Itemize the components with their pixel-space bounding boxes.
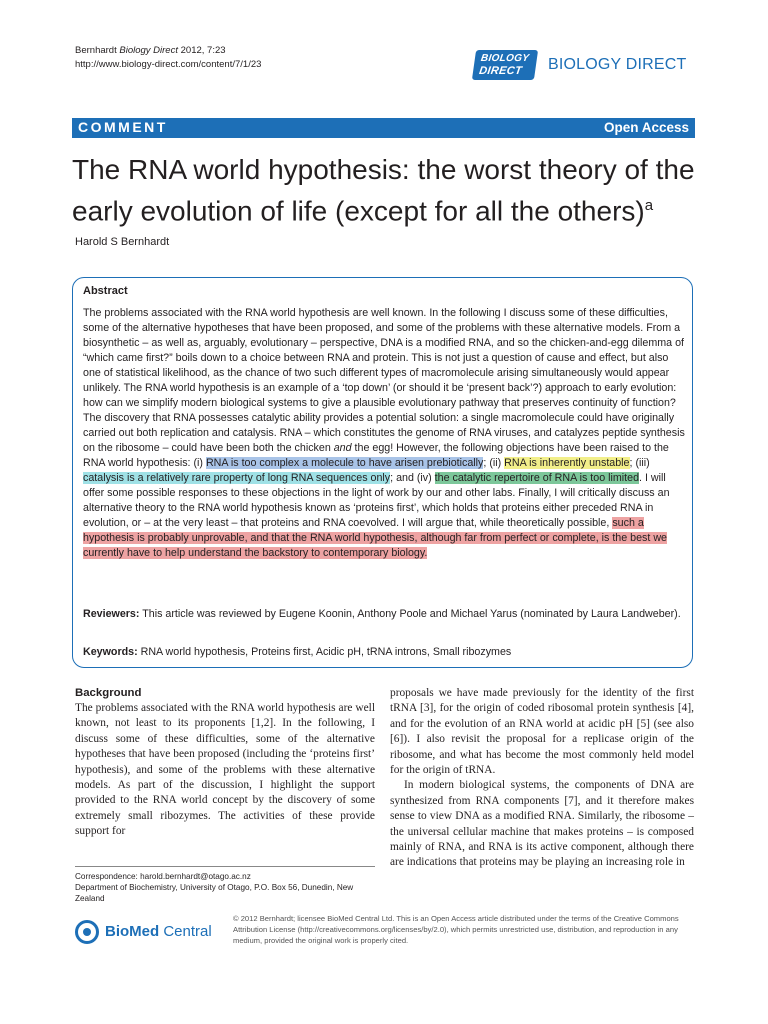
journal-logo[interactable]	[474, 50, 722, 82]
highlight-objection-2: RNA is inherently unstable	[504, 457, 630, 469]
article-title-text: The RNA world hypothesis: the worst theory of the early evolution of life (except for all the others)	[72, 154, 695, 227]
abstract-sep-3: ; and (iv)	[390, 472, 435, 484]
keywords-line	[83, 645, 683, 660]
footnote-divider	[75, 866, 375, 867]
reviewers-label: Reviewers:	[83, 608, 140, 620]
affiliation: Department of Biochemistry, University of Otago, P.O. Box 56, Dunedin, New Zealand	[75, 883, 354, 903]
paragraph: The problems associated with the RNA world hypothesis are well known, not least to its proponents [1,2]. In the following, I discuss some of these difficulties, some of the alternative hypotheses that have been proposed (including the ‘proteins first’ hypothesis), and some of the problems with these alternative models. As part of the discussion, I highlight the support provided to the RNA world concept by the discovery of some extremely small ribozymes. The activities of these provide support for	[75, 702, 375, 838]
article-type: COMMENT	[78, 119, 168, 135]
article-title	[72, 152, 712, 229]
copyright-notice: © 2012 Bernhardt; licensee BioMed Central Ltd. This is an Open Access article distributed under the terms of the Creative Commons Attribution License (http://creativecommons.org/licenses/by/2.0), which permits unrestricted use, distribution, and reproduction in any medium, provided the original work is properly cited.	[233, 914, 679, 945]
publisher-name	[105, 923, 212, 940]
highlight-objection-1: RNA is too complex a molecule to have arisen prebiotically	[205, 457, 484, 469]
reviewers-text: This article was reviewed by Eugene Koonin, Anthony Poole and Michael Yarus (nominated by Laura Landweber).	[139, 608, 681, 620]
abstract-emphasis: and	[333, 442, 352, 454]
correspondence[interactable]: Correspondence: harold.bernhardt@otago.ac.nz	[75, 872, 251, 881]
journal-logo-badge	[472, 50, 538, 80]
keywords-label: Keywords:	[83, 646, 138, 658]
citation-line	[75, 44, 261, 58]
paragraph: proposals we have made previously for the identity of the first tRNA [3], for the origin of coded ribosomal protein synthesis [4], and for the evolution of an RNA world at acidic pH [5] (see also [6]). I also revisit the proposal for a replicase origin of the ribosome, and what has become the most commonly held model for the origin of tRNA.	[390, 687, 694, 777]
abstract-part-1: The problems associated with the RNA world hypothesis are well known. In the following I discuss some of these difficulties, some of the alternative hypotheses that have been proposed, and some of the problems with these alternative models. From a biosynthetic – as well as, arguably, evolutionary – perspective, DNA is a modified RNA, and so the chicken-and-egg dilemma of “which came first?” boils down to a choice between RNA and protein. This is not just a question of cause and effect, but also one of statistical likelihood, as the chance of two such different types of macromolecule arising simultaneously would appear unlikely. The RNA world hypothesis is an example of a ‘top down’ (or should it be ‘present back’?) approach to early evolution: how can we simplify modern biological systems to give a plausible evolutionary pathway that preserves continuity of function? The discovery that RNA possesses catalytic ability provides a potential solution: a single macromolecule could have originally carried out both replication and catalysis. RNA – which constitutes the genome of RNA viruses, and catalyzes peptide synthesis on the ribosome – could have been both the chicken	[83, 307, 685, 454]
abstract-part-3: . I will offer some possible responses to these objections in the light of work by our and other labs. Finally, I will critically discuss an alternative theory to the RNA world hypothesis known as ‘proteins first’, which holds that proteins either preceded RNA in evolution, or – at the very least – that proteins and RNA coevolved. I will argue that, while theoretically possible,	[83, 472, 670, 529]
open-access-label: Open Access	[603, 120, 689, 135]
abstract-box	[72, 277, 693, 668]
citation-year-volume: 2012, 7:23	[180, 45, 226, 56]
biomed-central-icon	[75, 920, 99, 944]
publisher-name-normal: Central	[159, 923, 212, 940]
logo-line1: BIOLOGY	[480, 53, 530, 64]
highlight-objection-4: the catalytic repertoire of RNA is too limited	[434, 472, 640, 484]
highlight-conclusion: such a hypothesis is probably unprovable, and that the RNA world hypothesis, although far from perfect or complete, is the best we currently have to help understand the backstory to contemporary biology.	[83, 517, 667, 559]
citation-header	[75, 44, 261, 72]
logo-line2: DIRECT	[478, 65, 523, 77]
paragraph: In modern biological systems, the components of DNA are synthesized from RNA components [7], and it therefore makes sense to view DNA as a modified RNA. Similarly, the ribosome – the universal cellular machine that makes proteins – is composed mainly of RNA, and RNA is its active component, although there are indications that proteins may be playing an increasing role in	[390, 779, 694, 869]
abstract-text	[83, 306, 685, 561]
article-type-bar	[72, 118, 695, 138]
author-name: Harold S Bernhardt	[75, 236, 170, 248]
abstract-sep-1: ; (ii)	[483, 457, 505, 469]
body-column-right	[390, 686, 694, 871]
article-url[interactable]: http://www.biology-direct.com/content/7/1/23	[75, 59, 262, 70]
title-footnote-marker[interactable]: a	[644, 197, 654, 214]
abstract-part-2: the egg! However, the following objections have been raised to the RNA world hypothesis: (i)	[83, 442, 669, 469]
citation-journal: Biology Direct	[119, 45, 178, 56]
reviewers-line	[83, 607, 683, 622]
journal-name: BIOLOGY DIRECT	[548, 56, 687, 73]
keywords-text: RNA world hypothesis, Proteins first, Acidic pH, tRNA introns, Small ribozymes	[137, 646, 512, 658]
publisher-name-bold: BioMed	[105, 923, 160, 940]
citation-author: Bernhardt	[75, 45, 117, 56]
abstract-heading: Abstract	[83, 285, 128, 297]
publisher-logo[interactable]	[75, 918, 225, 948]
footnote	[75, 871, 375, 904]
section-heading-background: Background	[75, 687, 142, 699]
highlight-objection-3: catalysis is a relatively rare property of long RNA sequences only	[83, 472, 391, 484]
abstract-sep-2: ; (iii)	[629, 457, 650, 469]
body-column-left	[75, 686, 375, 840]
